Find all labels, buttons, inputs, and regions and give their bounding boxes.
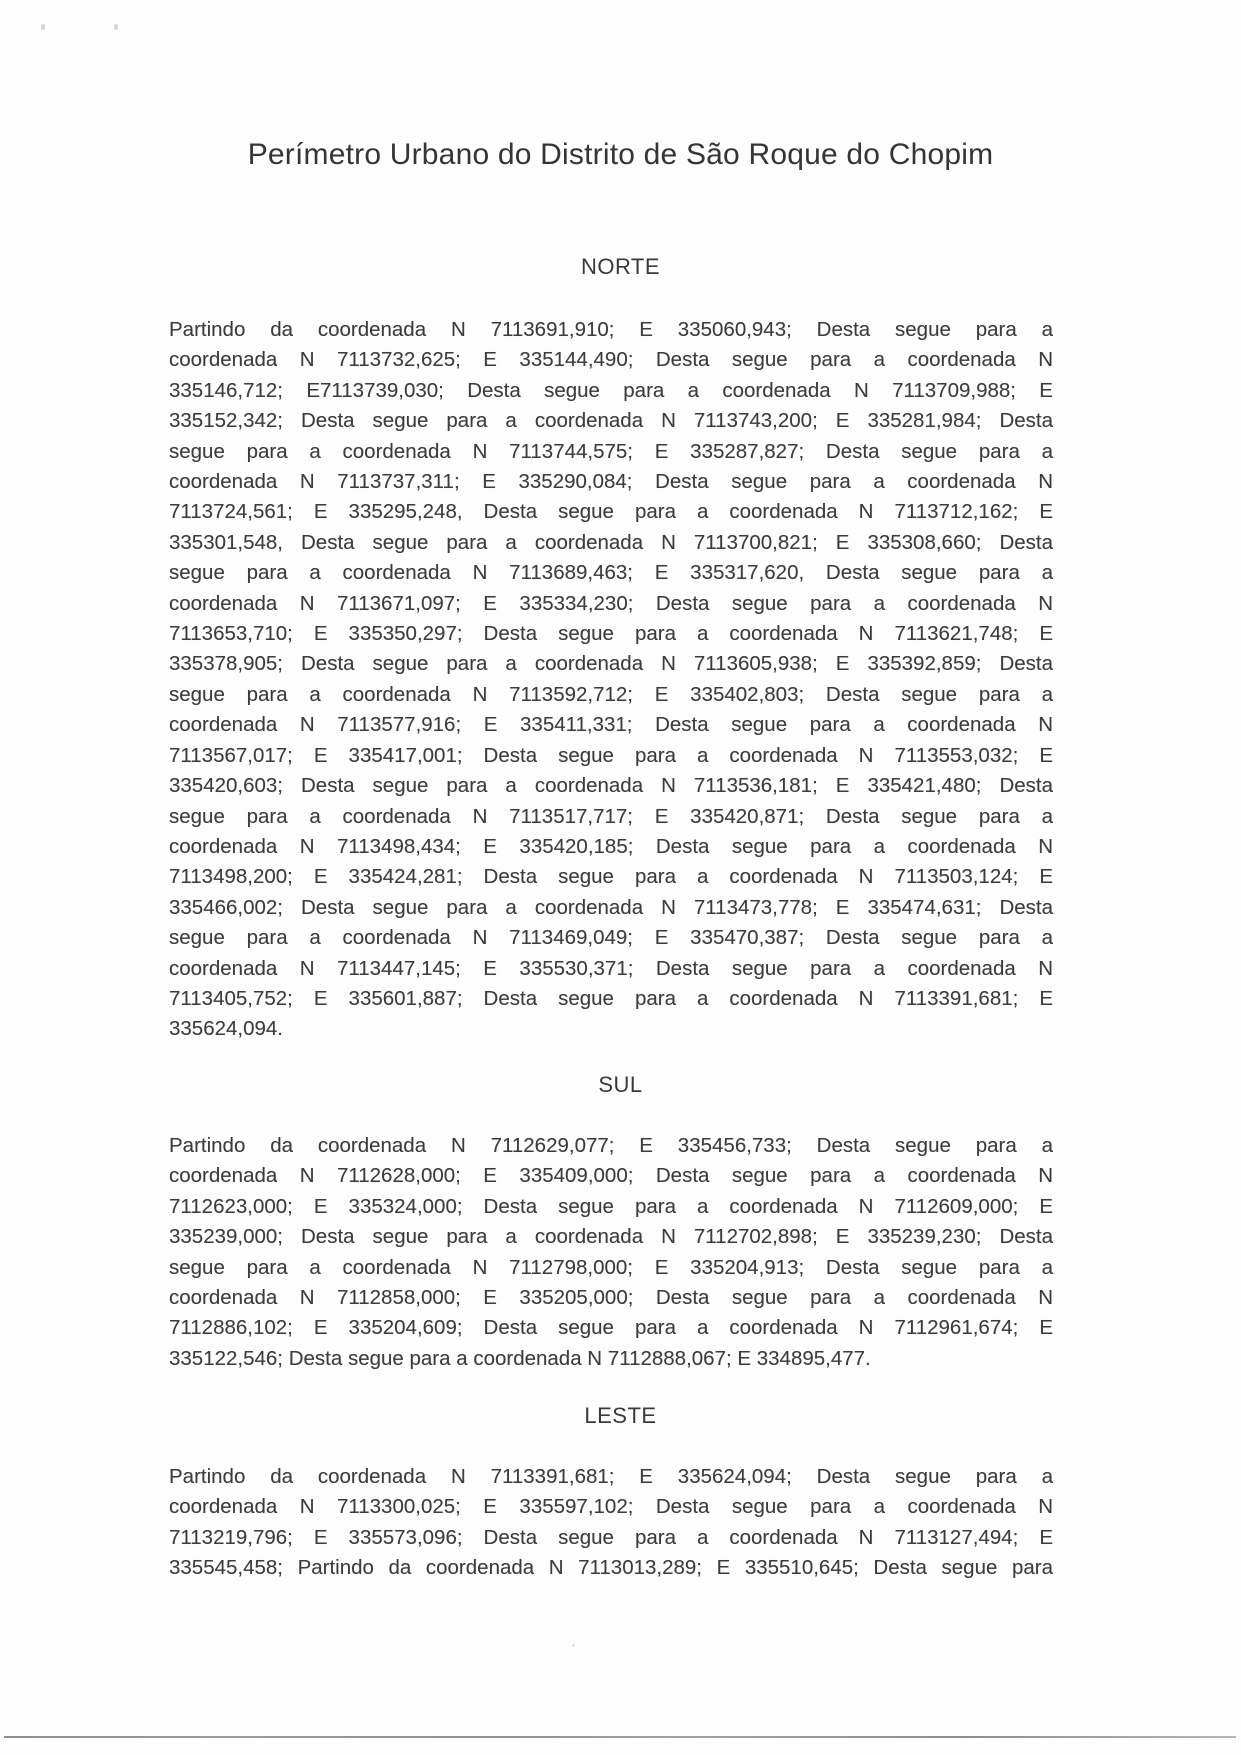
page-title: Perímetro Urbano do Distrito de São Roque do Chopim xyxy=(247,138,994,171)
text-line: 7113219,796; E 335573,096; Desta segue para a coordenada N 7113127,494; E xyxy=(169,1525,1053,1549)
text-line: 335378,905; Desta segue para a coordenada N 7113605,938; E 335392,859; Desta xyxy=(169,652,1053,676)
text-line: 335466,002; Desta segue para a coordenada N 7113473,778; E 335474,631; Desta xyxy=(169,895,1053,919)
text-line: 335624,094. xyxy=(169,1017,284,1041)
text-line: 7112623,000; E 335324,000; Desta segue para a coordenada N 7112609,000; E xyxy=(169,1194,1053,1218)
text-line: coordenada N 7113671,097; E 335334,230; Desta segue para a coordenada N xyxy=(169,591,1053,615)
text-line: 335239,000; Desta segue para a coordenada N 7112702,898; E 335239,230; Desta xyxy=(169,1225,1053,1249)
paragraph-norte xyxy=(169,315,1053,1045)
text-line: coordenada N 7113732,625; E 335144,490; Desta segue para a coordenada N xyxy=(169,348,1053,372)
text-line: coordenada N 7112858,000; E 335205,000; Desta segue para a coordenada N xyxy=(169,1286,1053,1310)
section-heading-leste: LESTE xyxy=(584,1403,657,1428)
text-line: 7112886,102; E 335204,609; Desta segue para a coordenada N 7112961,674; E xyxy=(169,1316,1053,1340)
text-line: coordenada N 7112628,000; E 335409,000; Desta segue para a coordenada N xyxy=(169,1164,1053,1188)
paragraph-leste xyxy=(169,1462,1053,1584)
text-line: segue para a coordenada N 7113744,575; E 335287,827; Desta segue para a xyxy=(169,439,1053,463)
paragraph-sul xyxy=(169,1131,1053,1374)
text-line: 335152,342; Desta segue para a coordenada N 7113743,200; E 335281,984; Desta xyxy=(169,409,1053,433)
text-line: 335420,603; Desta segue para a coordenada N 7113536,181; E 335421,480; Desta xyxy=(169,774,1053,798)
text-line: segue para a coordenada N 7113469,049; E 335470,387; Desta segue para a xyxy=(169,926,1053,950)
text-line: segue para a coordenada N 7113517,717; E 335420,871; Desta segue para a xyxy=(169,804,1053,828)
text-line: coordenada N 7113737,311; E 335290,084; Desta segue para a coordenada N xyxy=(169,470,1053,494)
text-line: Partindo da coordenada N 7113391,681; E 335624,094; Desta segue para a xyxy=(169,1465,1053,1488)
text-line: 7113653,710; E 335350,297; Desta segue para a coordenada N 7113621,748; E xyxy=(169,622,1053,646)
scan-speck xyxy=(114,24,118,30)
text-line: 335301,548, Desta segue para a coordenada N 7113700,821; E 335308,660; Desta xyxy=(169,530,1053,554)
text-line: 335545,458; Partindo da coordenada N 7113013,289; E 335510,645; Desta segue para xyxy=(169,1556,1053,1580)
text-line: 7113498,200; E 335424,281; Desta segue para a coordenada N 7113503,124; E xyxy=(169,865,1053,889)
text-line: coordenada N 7113498,434; E 335420,185; Desta segue para a coordenada N xyxy=(169,834,1053,858)
text-line: segue para a coordenada N 7113689,463; E 335317,620, Desta segue para a xyxy=(169,561,1053,585)
text-line: coordenada N 7113577,916; E 335411,331; Desta segue para a coordenada N xyxy=(169,713,1053,737)
text-line: 335146,712; E7113739,030; Desta segue para a coordenada N 7113709,988; E xyxy=(169,378,1053,402)
text-line: 7113567,017; E 335417,001; Desta segue para a coordenada N 7113553,032; E xyxy=(169,743,1053,767)
text-line: coordenada N 7113447,145; E 335530,371; Desta segue para a coordenada N xyxy=(169,956,1053,980)
text-line: coordenada N 7113300,025; E 335597,102; Desta segue para a coordenada N xyxy=(169,1495,1053,1519)
scan-speck xyxy=(572,1644,575,1647)
scan-speck xyxy=(41,24,45,30)
text-line: segue para a coordenada N 7112798,000; E 335204,913; Desta segue para a xyxy=(169,1255,1053,1279)
text-line: segue para a coordenada N 7113592,712; E 335402,803; Desta segue para a xyxy=(169,682,1053,706)
section-heading-sul: SUL xyxy=(598,1072,643,1097)
text-line: 7113724,561; E 335295,248, Desta segue para a coordenada N 7113712,162; E xyxy=(169,500,1053,524)
text-line: 7113405,752; E 335601,887; Desta segue para a coordenada N 7113391,681; E xyxy=(169,986,1053,1010)
section-heading-norte: NORTE xyxy=(580,254,661,279)
text-line: 335122,546; Desta segue para a coordenada N 7112888,067; E 334895,477. xyxy=(169,1346,871,1370)
text-line: Partindo da coordenada N 7112629,077; E 335456,733; Desta segue para a xyxy=(169,1134,1053,1157)
scan-line-artifact xyxy=(4,1736,1236,1738)
text-line: Partindo da coordenada N 7113691,910; E 335060,943; Desta segue para a xyxy=(169,318,1053,341)
